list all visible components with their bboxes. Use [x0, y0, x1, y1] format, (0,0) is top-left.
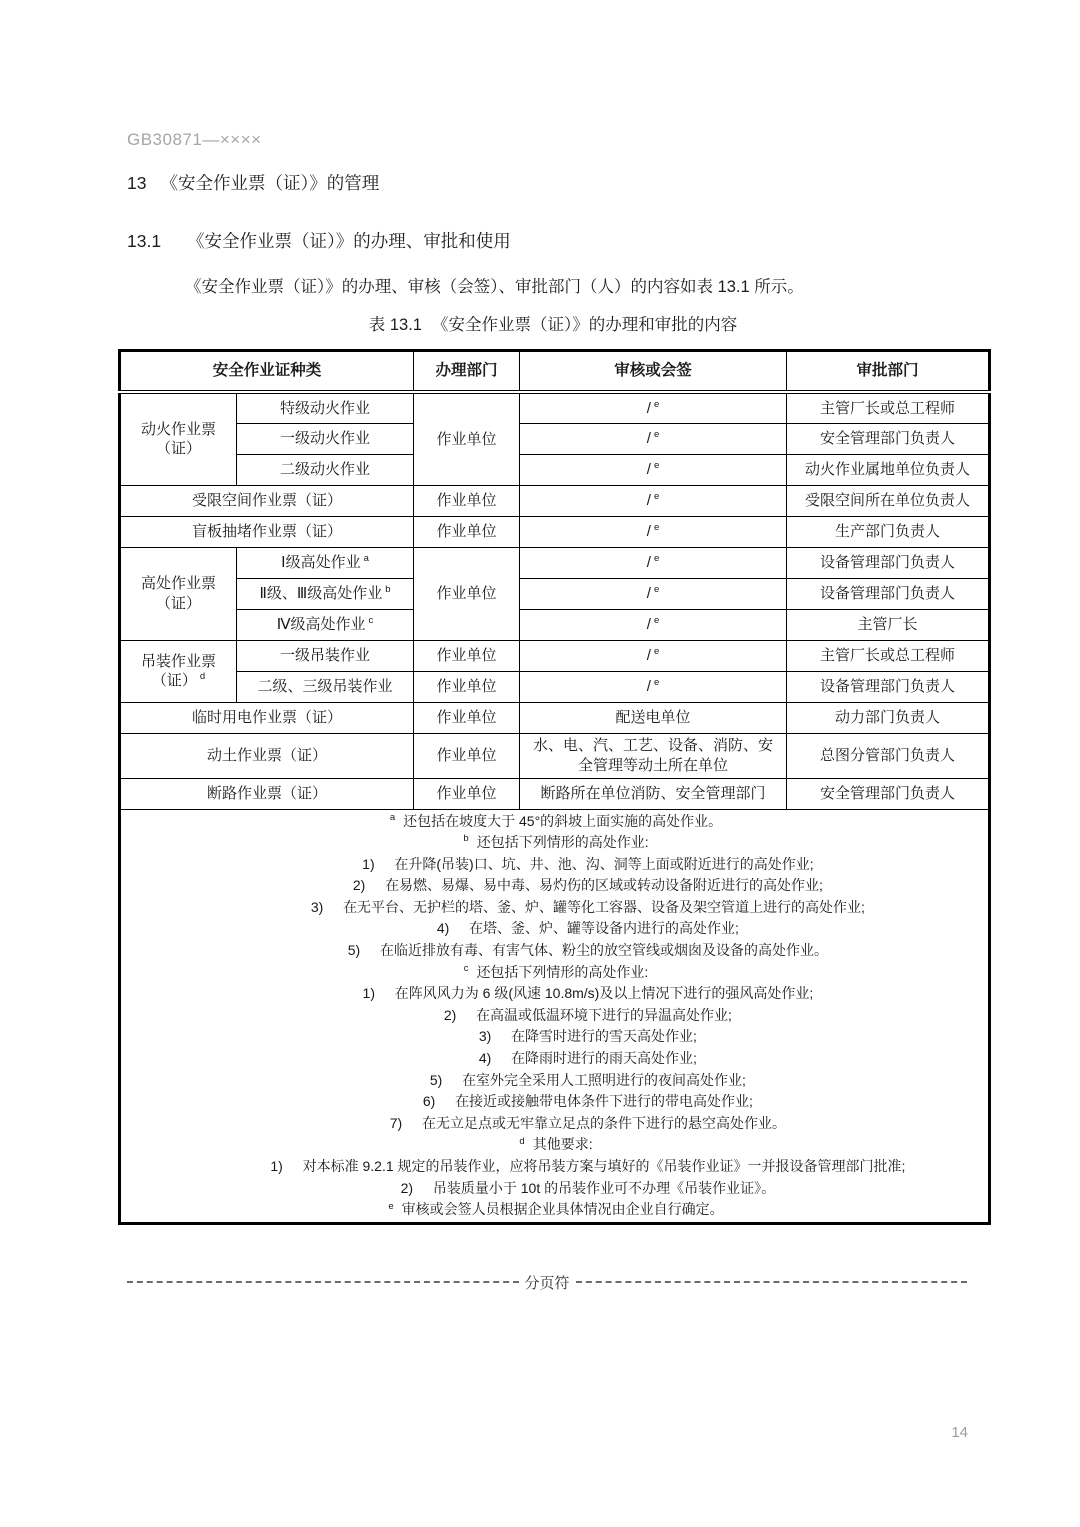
approver-cell: 安全管理部门负责人 — [787, 778, 990, 809]
footnote-item: 2) 在高温或低温环境下进行的异温高处作业; — [443, 1006, 732, 1023]
section-heading — [127, 172, 1080, 194]
review-cell: / $^e$ — [520, 516, 787, 547]
group-cell: 高处作业票（证） — [120, 547, 237, 640]
footnote-e: $^e$ 审核或会签人员根据企业具体情况由企业自行确定。 — [388, 1200, 724, 1218]
approver-cell: 设备管理部门负责人 — [787, 671, 990, 702]
subsection-title: 《安全作业票（证）》的办理、审批和使用 — [187, 231, 511, 251]
table-row — [120, 578, 990, 609]
table-row — [120, 671, 990, 702]
approver-cell: 主管厂长或总工程师 — [787, 640, 990, 671]
table-caption — [118, 314, 988, 336]
group-cell: 断路作业票（证） — [120, 778, 414, 809]
footnote-item: 2) 吊装质量小于 10t 的吊装作业可不办理《吊装作业证》。 — [400, 1179, 776, 1196]
footnote-item: 1) 在阵风风力为 6 级(风速 10.8m/s)及以上情况下进行的强风高处作业; — [362, 985, 814, 1002]
table-caption-title: 《安全作业票（证）》的办理和审批的内容 — [431, 316, 738, 334]
subtype-cell: Ⅳ级高处作业 $^c$ — [237, 609, 414, 640]
subsection-number: 13.1 — [127, 231, 162, 251]
review-cell: / $^e$ — [520, 547, 787, 578]
header-cell-approval-dept: 审批部门 — [787, 351, 990, 393]
group-cell: 受限空间作业票（证） — [120, 485, 414, 516]
table-header-row — [120, 351, 990, 393]
table-row — [120, 392, 990, 423]
handler-cell: 作业单位 — [414, 485, 520, 516]
approver-cell: 主管厂长或总工程师 — [787, 392, 990, 423]
doc-code: GB30871—×××× — [127, 130, 262, 149]
header-cell-permit-type: 安全作业证种类 — [120, 351, 414, 393]
footnote-item: 4) 在塔、釜、炉、罐等设备内进行的高处作业; — [436, 920, 739, 937]
page-break-dashes-right — [576, 1281, 968, 1283]
group-cell: 临时用电作业票（证） — [120, 702, 414, 733]
subtype-cell: 二级、三级吊装作业 — [237, 671, 414, 702]
page-break-divider — [127, 1272, 967, 1293]
table-caption-number: 表 13.1 — [368, 316, 422, 334]
review-cell: 断路所在单位消防、安全管理部门 — [520, 778, 787, 809]
footnote-item: 3) 在降雪时进行的雪天高处作业; — [478, 1028, 697, 1045]
handler-cell: 作业单位 — [414, 392, 520, 485]
section-number: 13 — [127, 173, 147, 193]
footnotes-cell — [120, 809, 990, 1223]
review-cell: / $^e$ — [520, 485, 787, 516]
footnotes-row — [120, 809, 990, 1223]
footnote-item: 1) 对本标准 9.2.1 规定的吊装作业，应将吊装方案与填好的《吊装作业证》一并报设备管理部门批准; — [270, 1158, 906, 1174]
footnote-item: 5) 在临近排放有毒、有害气体、粉尘的放空管线或烟囱及设备的高处作业。 — [347, 942, 828, 959]
subsection-heading — [127, 230, 1080, 252]
group-cell: 盲板抽堵作业票（证） — [120, 516, 414, 547]
footnote-item: 6) 在接近或接触带电体条件下进行的带电高处作业; — [422, 1093, 753, 1110]
handler-cell: 作业单位 — [414, 516, 520, 547]
page-number: 14 — [951, 1424, 968, 1441]
page-break-dashes-left — [127, 1281, 519, 1283]
approver-cell: 动力部门负责人 — [787, 702, 990, 733]
review-cell: / $^e$ — [520, 423, 787, 454]
approver-cell: 生产部门负责人 — [787, 516, 990, 547]
footnote-item: 3) 在无平台、无护栏的塔、釜、炉、罐等化工容器、设备及架空管道上进行的高处作业; — [310, 898, 865, 915]
table-row — [120, 423, 990, 454]
subtype-cell: Ⅱ级、Ⅲ级高处作业 $^b$ — [237, 578, 414, 609]
review-cell: 配送电单位 — [520, 702, 787, 733]
approver-cell: 设备管理部门负责人 — [787, 547, 990, 578]
review-cell: / $^e$ — [520, 454, 787, 485]
table-row — [120, 516, 990, 547]
subtype-cell: 一级动火作业 — [237, 423, 414, 454]
footnote-c: $^c$ 还包括下列情形的高处作业: — [463, 963, 649, 980]
approver-cell: 动火作业属地单位负责人 — [787, 454, 990, 485]
footnote-d: $^d$ 其他要求: — [519, 1135, 593, 1153]
approver-cell: 总图分管部门负责人 — [787, 733, 990, 778]
subtype-cell: Ⅰ级高处作业 $^a$ — [237, 547, 414, 578]
table-row — [120, 609, 990, 640]
approver-cell: 主管厂长 — [787, 609, 990, 640]
approver-cell: 设备管理部门负责人 — [787, 578, 990, 609]
table-row — [120, 778, 990, 809]
header-cell-handling-dept: 办理部门 — [414, 351, 520, 393]
group-cell: 吊装作业票（证） $^d$ — [120, 640, 237, 702]
review-cell: / $^e$ — [520, 578, 787, 609]
footnote-b: $^b$ 还包括下列情形的高处作业: — [463, 833, 649, 851]
approver-cell: 安全管理部门负责人 — [787, 423, 990, 454]
footnote-item: 4) 在降雨时进行的雨天高处作业; — [478, 1050, 697, 1067]
review-cell: / $^e$ — [520, 609, 787, 640]
approval-table — [118, 349, 991, 1225]
table-row — [120, 733, 990, 778]
table-row — [120, 702, 990, 733]
review-cell: / $^e$ — [520, 392, 787, 423]
table-row — [120, 547, 990, 578]
handler-cell: 作业单位 — [414, 640, 520, 671]
table-row — [120, 454, 990, 485]
footnote-a: $^a$ 还包括在坡度大于 45°的斜坡上面实施的高处作业。 — [389, 811, 723, 829]
handler-cell: 作业单位 — [414, 671, 520, 702]
handler-cell: 作业单位 — [414, 778, 520, 809]
subtype-cell: 二级动火作业 — [237, 454, 414, 485]
subtype-cell: 特级动火作业 — [237, 392, 414, 423]
footnote-item: 7) 在无立足点或无牢靠立足点的条件下进行的悬空高处作业。 — [389, 1114, 786, 1131]
approver-cell: 受限空间所在单位负责人 — [787, 485, 990, 516]
review-cell: 水、电、汽、工艺、设备、消防、安全管理等动土所在单位 — [520, 733, 787, 778]
table-row — [120, 485, 990, 516]
table-row — [120, 640, 990, 671]
handler-cell: 作业单位 — [414, 702, 520, 733]
footnote-item: 2) 在易燃、易爆、易中毒、易灼伤的区域或转动设备附近进行的高处作业; — [352, 877, 823, 894]
page-break-label: 分页符 — [524, 1274, 570, 1292]
review-cell: / $^e$ — [520, 671, 787, 702]
body-paragraph: 《安全作业票（证）》的办理、审核（会签）、审批部门（人）的内容如表 13.1 所示。 — [185, 278, 804, 296]
review-cell: / $^e$ — [520, 640, 787, 671]
section-title: 《安全作业票（证）》的管理 — [160, 173, 380, 193]
handler-cell: 作业单位 — [414, 547, 520, 640]
group-cell: 动土作业票（证） — [120, 733, 414, 778]
group-cell: 动火作业票（证） — [120, 392, 237, 485]
subtype-cell: 一级吊装作业 — [237, 640, 414, 671]
footnote-item: 5) 在室外完全采用人工照明进行的夜间高处作业; — [429, 1071, 746, 1088]
handler-cell: 作业单位 — [414, 733, 520, 778]
header-cell-review: 审核或会签 — [520, 351, 787, 393]
footnote-item: 1) 在升降(吊装)口、坑、井、池、沟、洞等上面或附近进行的高处作业; — [362, 855, 814, 872]
